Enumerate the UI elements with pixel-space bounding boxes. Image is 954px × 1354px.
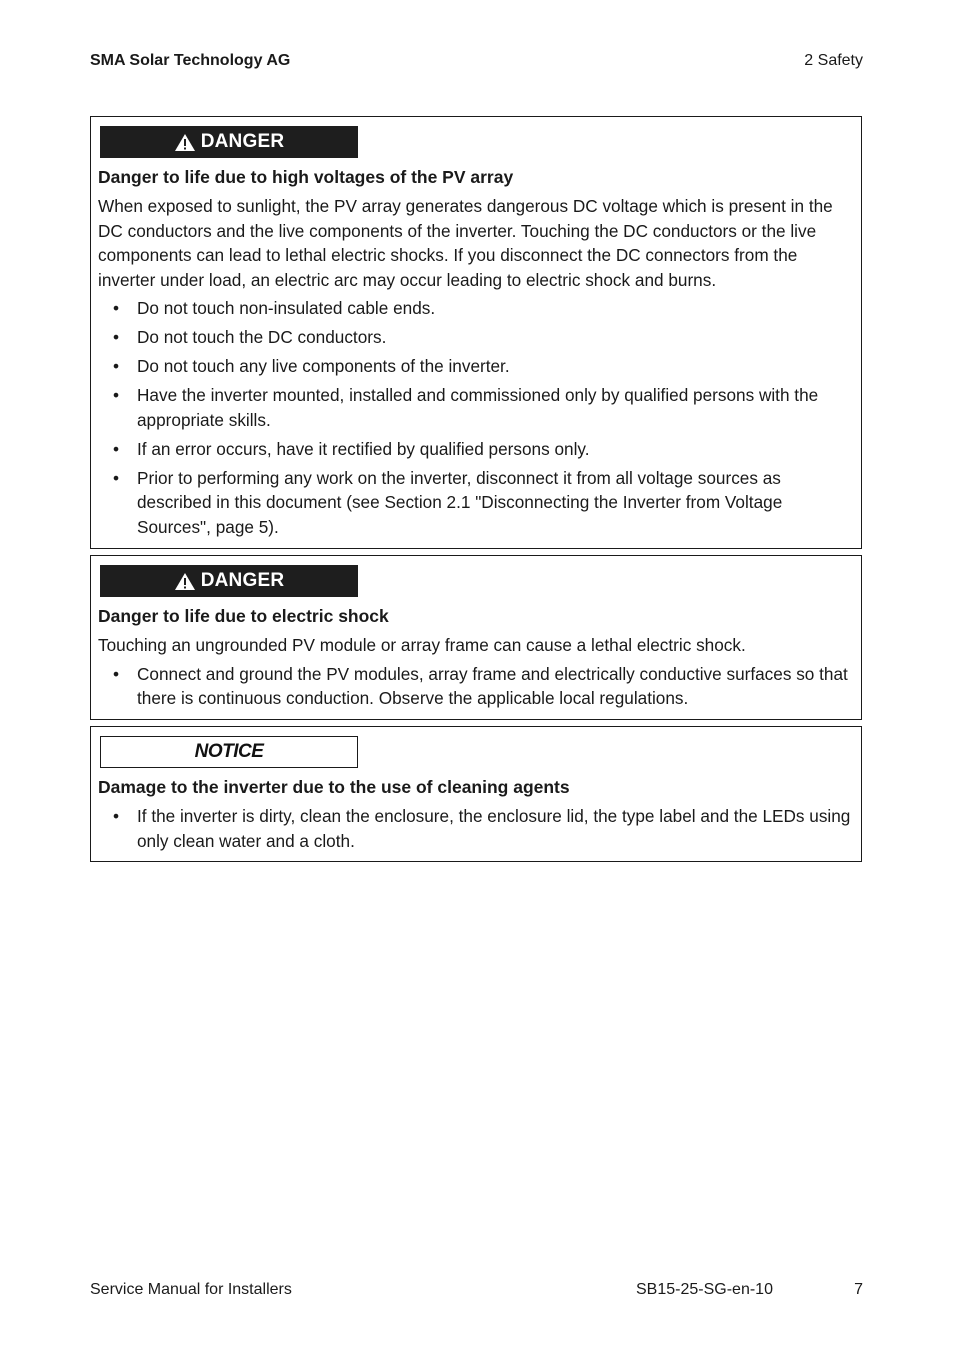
footer-page-number: 7 <box>854 1281 863 1298</box>
danger-box-pv-voltage <box>90 116 862 549</box>
measures-list <box>98 804 855 853</box>
list-item: • Do not touch non-insulated cable ends. <box>98 296 855 321</box>
notice-label <box>100 736 358 768</box>
header-company: SMA Solar Technology AG <box>90 52 291 69</box>
list-item: • Do not touch any live components of the inverter. <box>98 354 855 379</box>
danger-body: When exposed to sunlight, the PV array generates dangerous DC voltage which is present in the DC conductors and the live components of the inverter. Touching the DC conductors or the live components can lead to lethal electric shocks. If you disconnect the DC connectors from the inverter under load, an electric arc may occur leading to electric shock and burns. <box>98 196 833 290</box>
header-section: 2 Safety <box>804 52 863 69</box>
danger-title: Danger to life due to electric shock <box>98 606 389 626</box>
danger-label <box>100 126 358 158</box>
measures-list <box>98 662 855 711</box>
warning-triangle-icon <box>174 572 196 591</box>
danger-label-text: DANGER <box>200 131 285 152</box>
notice-label-text: NOTICE <box>194 741 264 762</box>
danger-box-electric-shock <box>90 555 862 720</box>
danger-title: Danger to life due to high voltages of the PV array <box>98 167 514 187</box>
list-item: • Have the inverter mounted, installed and commissioned only by qualified persons with the appropriate skills. <box>98 383 855 432</box>
notice-content <box>98 775 855 858</box>
danger-content <box>98 604 855 715</box>
list-item: • If the inverter is dirty, clean the enclosure, the enclosure lid, the type label and the LEDs using only clean water and a cloth. <box>98 804 855 853</box>
list-item: • Connect and ground the PV modules, array frame and electrically conductive surfaces so that there is continuous conduction. Observe the applicable local regulations. <box>98 662 855 711</box>
danger-label-text: DANGER <box>200 570 285 591</box>
notice-title: Damage to the inverter due to the use of cleaning agents <box>98 777 570 797</box>
list-item: • Do not touch the DC conductors. <box>98 325 855 350</box>
list-item: • Prior to performing any work on the inverter, disconnect it from all voltage sources as described in this document (see Section 2.1 "Disconnecting the Inverter from Voltage Sources", page 5). <box>98 466 855 540</box>
footer-doc-code: SB15-25-SG-en-10 <box>636 1281 773 1298</box>
notice-box-cleaning <box>90 726 862 862</box>
danger-content <box>98 165 855 544</box>
measures-list <box>98 296 855 539</box>
danger-body: Touching an ungrounded PV module or array frame can cause a lethal electric shock. <box>98 635 746 655</box>
list-item: • If an error occurs, have it rectified by qualified persons only. <box>98 437 855 462</box>
warning-triangle-icon <box>174 133 196 152</box>
danger-label <box>100 565 358 597</box>
footer-manual-title: Service Manual for Installers <box>90 1281 292 1298</box>
